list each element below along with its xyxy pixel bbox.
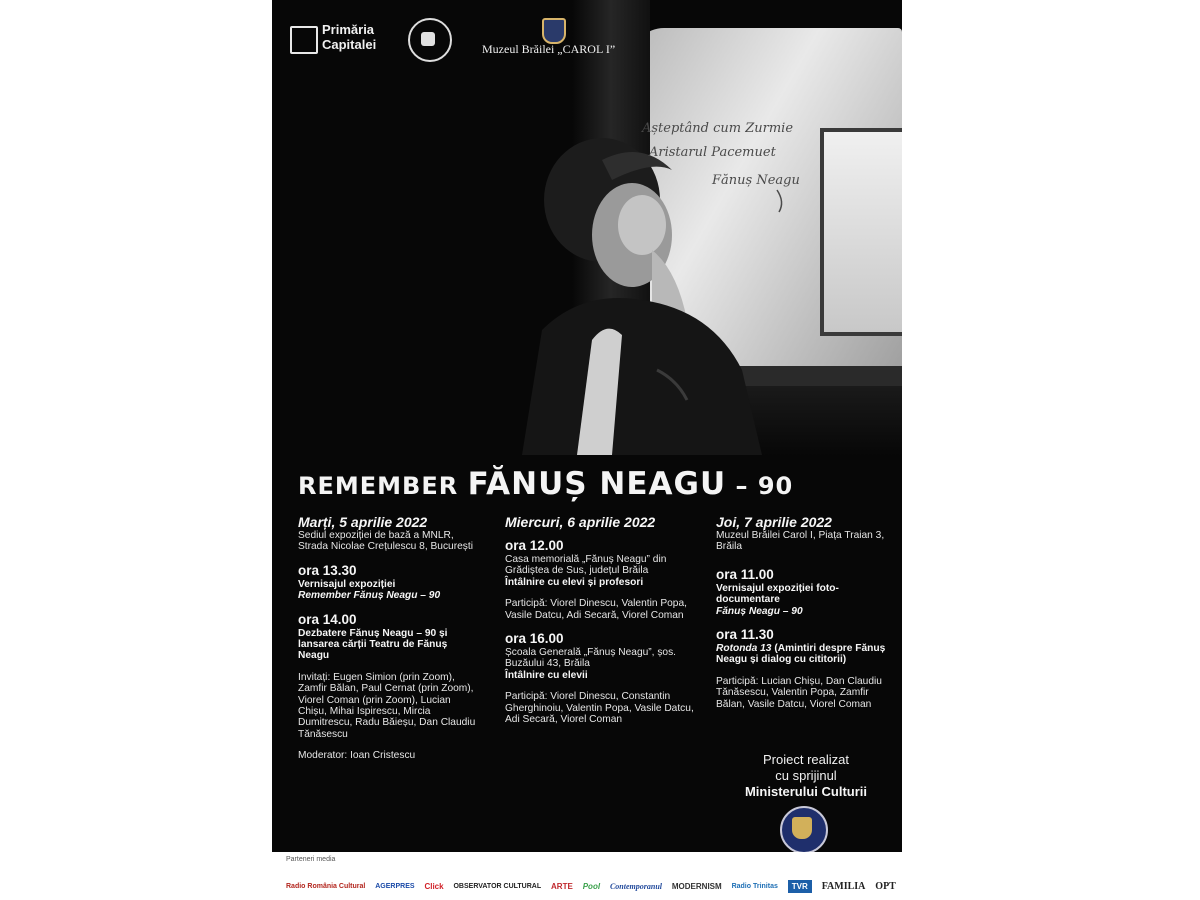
day-3-event-1-title: Vernisajul expoziției foto-documentare	[716, 582, 839, 606]
partner-logo: MODERNISM	[671, 881, 722, 891]
schedule-day-3	[716, 514, 896, 710]
day-3-event-2-time: ora 11.30	[716, 627, 774, 643]
day-2-event-1-participants: Participă: Viorel Dinescu, Valentin Popa, Vasile Datcu, Adi Secară, Viorel Coman	[505, 598, 687, 621]
day-3-event-2-participants: Participă: Lucian Chișu, Dan Claudiu Tănăsescu, Valentin Popa, Zamfir Bălan, Vasile Datcu, Viorel Coman	[716, 675, 882, 710]
day-3-date: Joi, 7 aprilie 2022	[716, 514, 832, 530]
organizer-logos	[290, 18, 650, 62]
primaria-name: Primăria Capitalei	[322, 22, 377, 52]
schedule-day-2	[505, 514, 695, 725]
day-3-location: Muzeul Brăilei Carol I, Piața Traian 3, Brăila	[716, 530, 885, 553]
day-3-event-2-desc: (Amintiri despre Fănuș Neagu și dialog cu cititorii)	[716, 643, 886, 666]
project-line-2: cu sprijinul	[775, 768, 837, 783]
day-2-event-1-title: Întâlnire cu elevi și profesori	[505, 576, 644, 588]
partner-logo: TVR	[788, 880, 812, 893]
title-90: – 90	[726, 472, 794, 500]
day-3-event-1-time: ora 11.00	[716, 566, 774, 582]
media-partners	[286, 856, 896, 900]
project-line-1: Proiect realizat	[763, 752, 849, 767]
poster-title	[298, 466, 898, 502]
muzeu-name: Muzeul Brăilei „CAROL I”	[482, 42, 616, 56]
day-1-event-1-title: Vernisajul expoziției	[298, 578, 396, 590]
partner-logo: OPT	[875, 880, 896, 892]
day-2-event-2-time: ora 16.00	[505, 631, 564, 647]
day-2-event-2-location: Școala Generală „Fănuș Neagu”, șos. Buzăului 43, Brăila	[505, 647, 677, 670]
partner-logo: Contemporanul	[609, 881, 662, 891]
project-line-3: Ministerului Culturii	[744, 784, 868, 799]
day-1-event-1-subtitle: Remember Fănuș Neagu – 90	[298, 590, 441, 602]
day-1-location: Sediul expoziției de bază a MNLR, Strada Nicolae Crețulescu 8, București	[298, 530, 473, 553]
day-2-event-2-title: Întâlnire cu elevii	[505, 669, 588, 681]
partner-logo: Radio Trinitas	[731, 882, 778, 890]
day-2-event-1-location: Casa memorială „Fănuș Neagu” din Grădiștea de Sus, județul Brăila	[505, 554, 667, 577]
title-name: FĂNUȘ NEAGU	[467, 466, 727, 502]
day-2-event-2-participants: Participă: Viorel Dinescu, Constantin Gherghinoiu, Valentin Popa, Vasile Datcu, Adi Secară, Viorel Coman	[505, 691, 694, 726]
coat-of-arms-icon	[792, 817, 812, 839]
day-1-event-2-title: Dezbatere Fănuș Neagu – 90 și lansarea cărții Teatru de Fănuș Neagu	[298, 627, 448, 662]
autograph	[627, 112, 867, 222]
day-1-event-1-time: ora 13.30	[298, 562, 357, 578]
day-3-event-1-subtitle: Fănuș Neagu – 90	[716, 605, 803, 617]
partners-label: Parteneri media	[286, 856, 336, 863]
partner-logo: ARTE	[551, 881, 573, 891]
day-2-date: Miercuri, 6 aprilie 2022	[505, 514, 656, 530]
svg-text:Fănuș Neagu: Fănuș Neagu	[712, 173, 800, 188]
day-1-guests: Invitați: Eugen Simion (prin Zoom), Zamfir Bălan, Paul Cernat (prin Zoom), Viorel Coman (prin Zoom), Lucian Chișu, Mihai Ispirescu, Mircia Dumitrescu, Radu Băieșu, Dan Claudiu Tănăsescu	[298, 671, 476, 740]
partner-logo: Radio România Cultural	[286, 882, 366, 890]
schedule-day-1	[298, 514, 478, 762]
day-3-event-2-title	[716, 643, 896, 666]
author-photo	[272, 0, 902, 455]
partner-logo: Click	[424, 881, 444, 891]
svg-text:Aristarul Pacemuet: Aristarul Pacemuet	[649, 145, 776, 160]
primaria-logo-icon	[290, 26, 318, 54]
day-3-event-2-rotonda: Rotonda 13	[716, 643, 772, 655]
mask-icon	[421, 32, 435, 46]
partners-logos	[286, 876, 896, 896]
svg-text:Așteptând cum Zurmie: Așteptând cum Zurmie	[642, 121, 794, 136]
title-remember: REMEMBER	[298, 472, 468, 500]
project-credit	[716, 752, 896, 800]
day-1-date: Marți, 5 aprilie 2022	[298, 514, 428, 530]
day-2-event-1-time: ora 12.00	[505, 538, 564, 553]
crest-icon	[542, 18, 566, 44]
event-poster	[272, 0, 902, 852]
partner-logo: OBSERVATOR CULTURAL	[453, 882, 542, 890]
day-1-event-2-time: ora 14.00	[298, 611, 357, 627]
day-1-moderator: Moderator: Ioan Cristescu	[298, 750, 416, 762]
partner-logo: AGERPRES	[375, 882, 415, 890]
partner-logo: FAMILIA	[821, 880, 866, 892]
partner-logo: Pool	[582, 881, 601, 891]
